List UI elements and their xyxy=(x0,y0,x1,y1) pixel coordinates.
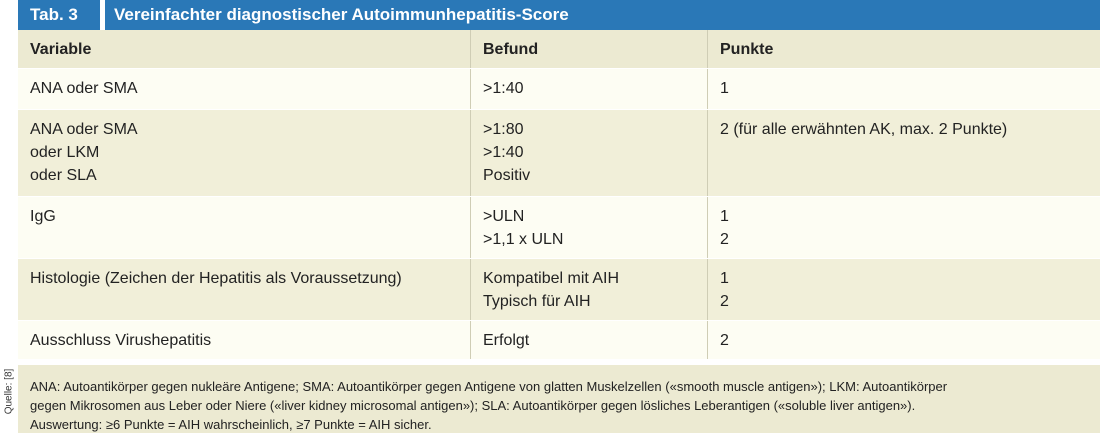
cell-line: >1:40 xyxy=(483,144,524,161)
score-table xyxy=(18,0,1100,433)
table-row xyxy=(18,197,1100,259)
cell-befund xyxy=(471,197,708,258)
cell-befund xyxy=(471,321,708,359)
table-row xyxy=(18,110,1100,197)
table-row xyxy=(18,321,1100,360)
cell-line: >ULN xyxy=(483,208,525,225)
cell-variable xyxy=(18,110,471,196)
cell-line: 1 xyxy=(720,270,729,287)
table-title-bar xyxy=(18,0,1100,30)
table-row xyxy=(18,69,1100,110)
cell-line: 2 xyxy=(720,231,729,248)
cell-punkte xyxy=(708,197,1100,258)
table-row xyxy=(18,259,1100,321)
cell-line: 2 xyxy=(720,332,729,349)
table-footnote xyxy=(18,365,1100,433)
cell-line: Kompatibel mit AIH xyxy=(483,270,620,287)
cell-line: oder SLA xyxy=(30,167,97,184)
cell-punkte xyxy=(708,69,1100,109)
footnote-line: ANA: Autoantikörper gegen nukleäre Antigene; SMA: Autoantikörper gegen Antigene von glatten Muskelzellen («smooth muscle antigen»); LKM: Autoantikörper xyxy=(30,379,948,394)
cell-line: >1,1 x ULN xyxy=(483,231,564,248)
cell-line: 1 xyxy=(720,208,729,225)
cell-befund xyxy=(471,259,708,320)
header-punkte: Punkte xyxy=(720,40,774,58)
cell-line: Typisch für AIH xyxy=(483,293,591,310)
cell-befund xyxy=(471,110,708,196)
cell-variable xyxy=(18,321,471,359)
footnote-line: Auswertung: ≥6 Punkte = AIH wahrscheinlich, ≥7 Punkte = AIH sicher. xyxy=(30,417,432,432)
cell-line: ANA oder SMA xyxy=(30,121,138,138)
cell-line: 2 (für alle erwähnten AK, max. 2 Punkte) xyxy=(720,121,1008,138)
cell-line: IgG xyxy=(30,208,56,225)
cell-punkte xyxy=(708,110,1100,196)
cell-line: Positiv xyxy=(483,167,531,184)
cell-punkte xyxy=(708,321,1100,359)
table-header-row xyxy=(18,30,1100,69)
cell-line: 1 xyxy=(720,80,729,97)
cell-variable xyxy=(18,259,471,320)
cell-line: Erfolgt xyxy=(483,332,530,349)
table-title: Vereinfachter diagnostischer Autoimmunhepatitis-Score xyxy=(114,5,569,24)
header-variable: Variable xyxy=(18,30,471,68)
cell-line: >1:40 xyxy=(483,80,524,97)
cell-punkte xyxy=(708,259,1100,320)
cell-line: ANA oder SMA xyxy=(30,80,138,97)
cell-line: oder LKM xyxy=(30,144,100,161)
cell-line: Ausschluss Virushepatitis xyxy=(30,332,212,349)
source-text: Quelle: [8] xyxy=(3,368,15,415)
cell-variable xyxy=(18,69,471,109)
source-label xyxy=(0,350,18,433)
footnote-line: gegen Mikrosomen aus Leber oder Niere («liver kidney microsomal antigen»); SLA: Autoantikörper gegen lösliches Leberantigen («soluble liver antigen»). xyxy=(30,398,916,413)
cell-line: Histologie (Zeichen der Hepatitis als Voraussetzung) xyxy=(30,270,402,287)
cell-line: 2 xyxy=(720,293,729,310)
cell-variable xyxy=(18,197,471,258)
table-number: Tab. 3 xyxy=(18,0,105,30)
cell-line: >1:80 xyxy=(483,121,524,138)
cell-befund xyxy=(471,69,708,109)
header-befund: Befund xyxy=(471,30,708,68)
